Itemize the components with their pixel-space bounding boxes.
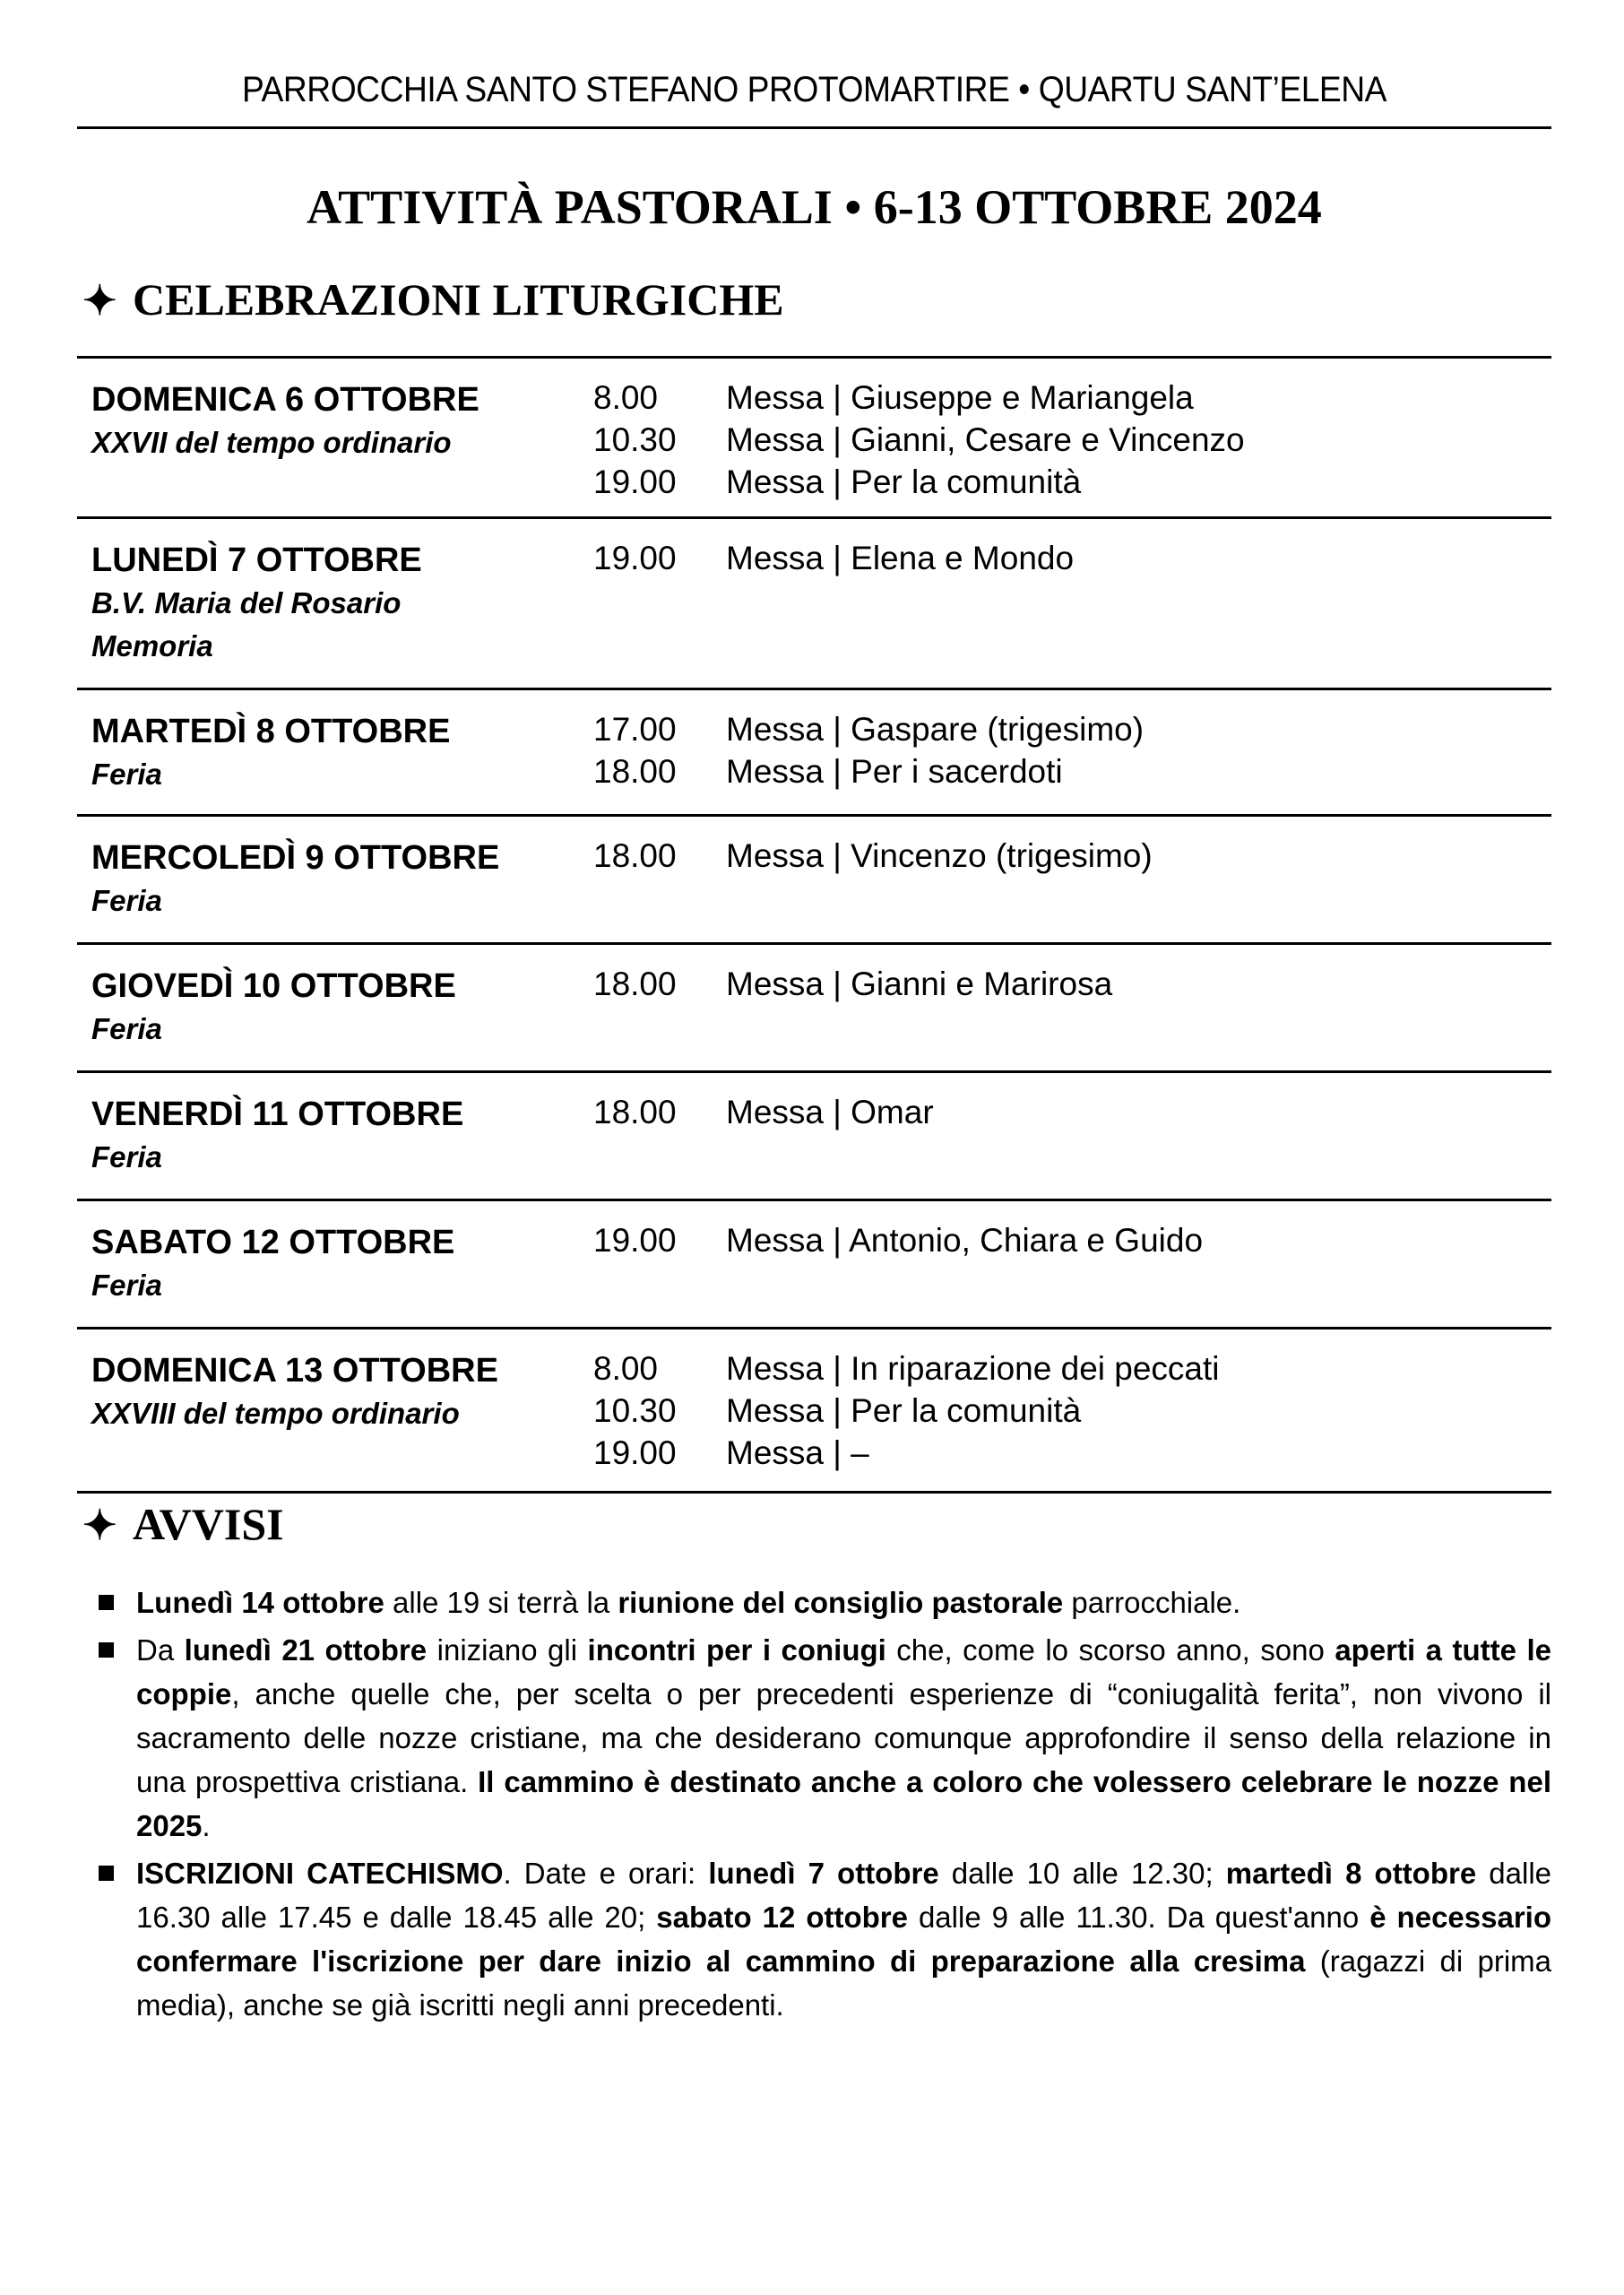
mass-time: 10.30 (593, 1392, 677, 1429)
liturgical-note: XXVIII del tempo ordinario (91, 1397, 460, 1430)
notice-emphasis: lunedì 21 ottobre (184, 1633, 428, 1667)
day-name: DOMENICA 6 OTTOBRE (91, 381, 479, 419)
day-cell (91, 965, 456, 1051)
notice-emphasis: Lunedì 14 ottobre (136, 1586, 384, 1619)
schedule-row (77, 1199, 1551, 1327)
notice-emphasis: aperti a tutte le coppie (136, 1633, 1551, 1710)
day-name: MERCOLEDÌ 9 OTTOBRE (91, 839, 500, 877)
notice-emphasis: incontri per i coniugi (587, 1633, 886, 1667)
parish-header: PARROCCHIA SANTO STEFANO PROTOMARTIRE • QUARTU SANT’ELENA (241, 70, 1387, 109)
notice-text: dalle 9 alle 11.30. Da quest'anno (907, 1901, 1370, 1934)
mass-intention: Messa | Gianni e Marirosa (726, 966, 1113, 1002)
section-label: AVVISI (133, 1499, 284, 1549)
mass-time: 19.00 (593, 463, 677, 500)
day-name: VENERDÌ 11 OTTOBRE (91, 1096, 464, 1133)
liturgical-note: Feria (91, 758, 162, 791)
mass-time: 10.30 (593, 421, 677, 458)
mass-intention: Messa | Antonio, Chiara e Guido (726, 1222, 1204, 1259)
notice-text: alle 19 si terrà la (384, 1586, 618, 1619)
notice-emphasis: ISCRIZIONI CATECHISMO (136, 1857, 504, 1890)
masses-cell (593, 835, 1153, 877)
mass-entry (593, 963, 1112, 1005)
mass-intention: Messa | – (726, 1434, 869, 1471)
schedule-row (77, 814, 1551, 942)
square-bullet-icon (99, 1595, 114, 1610)
mass-entry (593, 1091, 934, 1133)
day-name: SABATO 12 OTTOBRE (91, 1224, 455, 1261)
mass-time: 18.00 (593, 753, 677, 790)
schedule-table (77, 356, 1551, 1494)
notice-text: Da (136, 1633, 185, 1667)
section-label: CELEBRAZIONI LITURGICHE (133, 274, 784, 325)
mass-time: 19.00 (593, 1222, 677, 1259)
notice-emphasis: Il cammino è destinato anche a coloro che volessero celebrare le nozze nel 2025 (136, 1765, 1551, 1842)
section-heading-notices (82, 1495, 284, 1555)
masses-cell (593, 537, 1074, 579)
masses-cell (593, 1219, 1203, 1261)
mass-intention: Messa | Gianni, Cesare e Vincenzo (726, 421, 1245, 458)
day-cell (91, 836, 499, 922)
liturgical-note: XXVII del tempo ordinario (91, 426, 452, 459)
liturgical-note: Feria (91, 884, 162, 917)
mass-entry (593, 537, 1074, 579)
day-cell (91, 710, 450, 796)
notice-emphasis: è necessario confermare l'iscrizione per dare inizio al cammino di preparazione alla cresima (136, 1901, 1551, 1978)
day-cell (91, 1221, 454, 1307)
mass-entry (593, 835, 1153, 877)
notice-text: , anche quelle che, per scelta o per precedenti esperienze di “coniugalità ferita”, non vivono il sacramento delle nozze cristiane, ma che desiderano comunque approfondire il senso della relazione in una prospettiva cristiana. (136, 1677, 1551, 1798)
square-bullet-icon (99, 1642, 114, 1658)
mass-intention: Messa | Omar (726, 1094, 934, 1130)
day-name: DOMENICA 13 OTTOBRE (91, 1352, 498, 1390)
schedule-row (77, 688, 1551, 814)
notice-emphasis: lunedì 7 ottobre (708, 1857, 939, 1890)
mass-entry (593, 419, 1245, 461)
day-name: GIOVEDÌ 10 OTTOBRE (91, 967, 456, 1005)
notice-emphasis: sabato 12 ottobre (656, 1901, 908, 1934)
masses-cell (593, 1347, 1220, 1474)
mass-time: 18.00 (593, 1094, 677, 1130)
notice-emphasis: martedì 8 ottobre (1225, 1857, 1477, 1890)
day-cell (91, 1093, 463, 1179)
notice-text: iniziano gli (427, 1633, 588, 1667)
notice-emphasis: riunione del consiglio pastorale (618, 1586, 1064, 1619)
notice-item (99, 1581, 1551, 1624)
schedule-row (77, 356, 1551, 516)
header-rule (77, 126, 1551, 129)
notices-list (99, 1581, 1551, 2031)
schedule-row (77, 1070, 1551, 1199)
notice-text: . Date e orari: (503, 1857, 709, 1890)
notice-text: . (202, 1809, 211, 1842)
mass-time: 18.00 (593, 837, 677, 874)
mass-entry (593, 461, 1245, 503)
mass-intention: Messa | Gaspare (trigesimo) (726, 711, 1145, 748)
day-name: LUNEDÌ 7 OTTOBRE (91, 541, 422, 579)
section-heading-liturgy (82, 271, 784, 330)
mass-time: 8.00 (593, 379, 659, 416)
mass-entry (593, 1390, 1220, 1432)
schedule-row (77, 1327, 1551, 1494)
mass-intention: Messa | Vincenzo (trigesimo) (726, 837, 1153, 874)
mass-entry (593, 377, 1245, 419)
mass-entry (593, 1432, 1220, 1474)
mass-entry (593, 708, 1144, 750)
page-title: ATTIVITÀ PASTORALI • 6-13 OTTOBRE 2024 (307, 180, 1322, 234)
mass-time: 19.00 (593, 1434, 677, 1471)
mass-intention: Messa | Per la comunità (726, 1392, 1082, 1429)
day-name: MARTEDÌ 8 OTTOBRE (91, 713, 451, 750)
notice-text: dalle 10 alle 12.30; (938, 1857, 1226, 1890)
liturgical-note: Feria (91, 1012, 162, 1045)
day-cell (91, 539, 422, 668)
schedule-row (77, 942, 1551, 1070)
masses-cell (593, 377, 1245, 503)
masses-cell (593, 708, 1144, 792)
mass-time: 18.00 (593, 966, 677, 1002)
mass-intention: Messa | Elena e Mondo (726, 540, 1075, 576)
notice-text: parrocchiale. (1063, 1586, 1241, 1619)
mass-intention: Messa | Per la comunità (726, 463, 1082, 500)
mass-intention: Messa | Per i sacerdoti (726, 753, 1063, 790)
notice-text: (ragazzi di prima media), anche se già iscritti negli anni precedenti. (136, 1944, 1551, 2022)
mass-time: 8.00 (593, 1350, 659, 1387)
schedule-row (77, 516, 1551, 688)
liturgical-note: Memoria (91, 629, 213, 663)
mass-intention: Messa | In riparazione dei peccati (726, 1350, 1220, 1387)
masses-cell (593, 1091, 934, 1133)
liturgical-note: B.V. Maria del Rosario (91, 586, 402, 619)
star-icon: ✦ (82, 1503, 117, 1548)
notice-text: dalle 16.30 alle 17.45 e dalle 18.45 alle 20; (136, 1857, 1552, 1934)
day-cell (91, 378, 479, 464)
star-icon: ✦ (82, 278, 117, 324)
mass-entry (593, 1347, 1220, 1390)
notice-item (99, 1851, 1551, 2027)
day-cell (91, 1349, 498, 1435)
square-bullet-icon (99, 1866, 114, 1881)
liturgical-note: Feria (91, 1269, 162, 1302)
mass-entry (593, 750, 1144, 792)
notice-text: che, come lo scorso anno, sono (885, 1633, 1335, 1667)
mass-time: 17.00 (593, 711, 677, 748)
mass-intention: Messa | Giuseppe e Mariangela (726, 379, 1194, 416)
notice-item (99, 1628, 1551, 1848)
masses-cell (593, 963, 1112, 1005)
mass-entry (593, 1219, 1203, 1261)
mass-time: 19.00 (593, 540, 677, 576)
liturgical-note: Feria (91, 1140, 162, 1173)
